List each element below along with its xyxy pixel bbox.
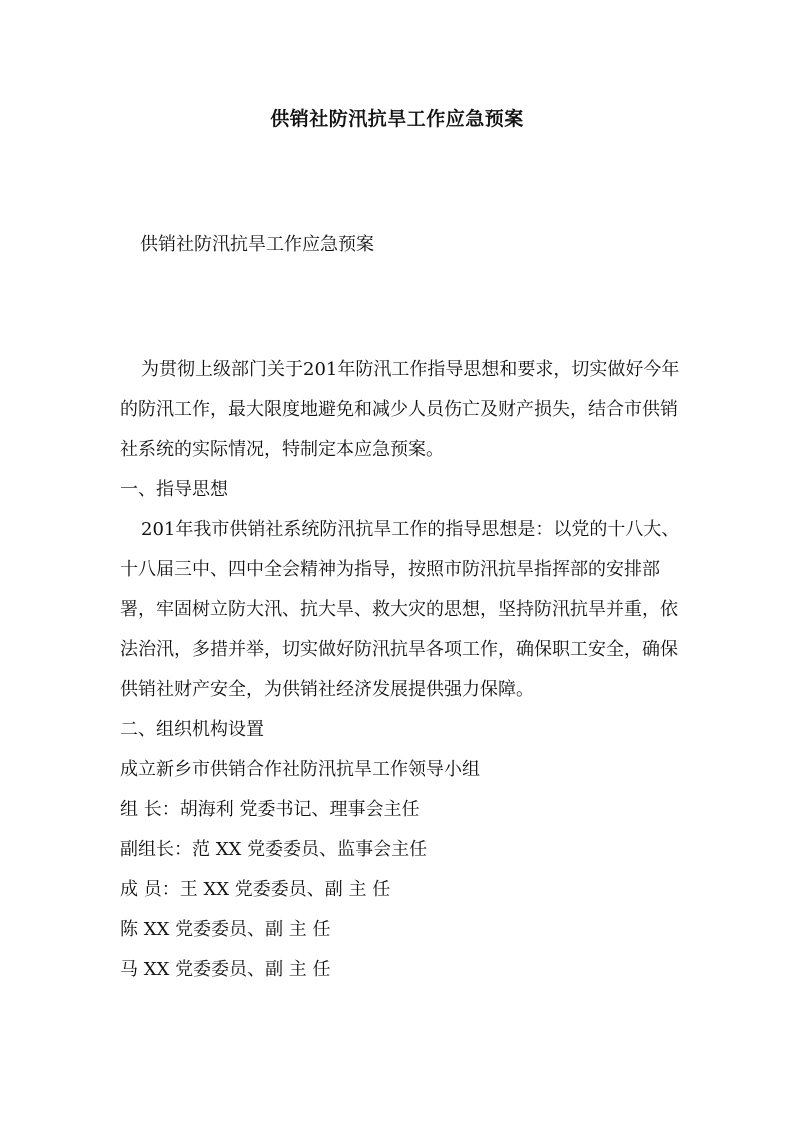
intro-paragraph: 为贯彻上级部门关于201年防汛工作指导思想和要求，切实做好今年的防汛工作，最大限度地避免和减少人员伤亡及财产损失，结合市供销社系统的实际情况，特制定本应急预案。 xyxy=(120,359,680,460)
guiding-ideology-paragraph: 201年我市供销社系统防汛抗旱工作的指导思想是：以党的十八大、十八届三中、四中全会精神为指导，按照市防汛抗旱指挥部的安排部署，牢固树立防大汛、抗大旱、救大灾的思想，坚持防汛抗旱并重，依法治汛，多措并举，切实做好防汛抗旱各项工作，确保职工安全，确保供销社财产安全，为供销社经济发展提供强力保障。 xyxy=(120,519,680,700)
member-deputy-leader: 副组长：范 XX 党委委员、监事会主任 xyxy=(120,839,428,860)
document-title: 供销社防汛抗旱工作应急预案 xyxy=(270,108,524,130)
section-heading-guiding-ideology: 一、指导思想 xyxy=(120,479,228,500)
organization-intro: 成立新乡市供销合作社防汛抗旱工作领导小组 xyxy=(120,759,480,780)
document-subtitle: 供销社防汛抗旱工作应急预案 xyxy=(140,234,374,255)
document-body xyxy=(120,350,680,990)
member-wang: 成 员：王 XX 党委委员、副 主 任 xyxy=(120,879,391,900)
member-ma: 马 XX 党委委员、副 主 任 xyxy=(120,959,331,980)
section-heading-organization: 二、组织机构设置 xyxy=(120,719,264,740)
member-chen: 陈 XX 党委委员、副 主 任 xyxy=(120,919,331,940)
member-leader: 组 长：胡海利 党委书记、理事会主任 xyxy=(120,799,420,820)
